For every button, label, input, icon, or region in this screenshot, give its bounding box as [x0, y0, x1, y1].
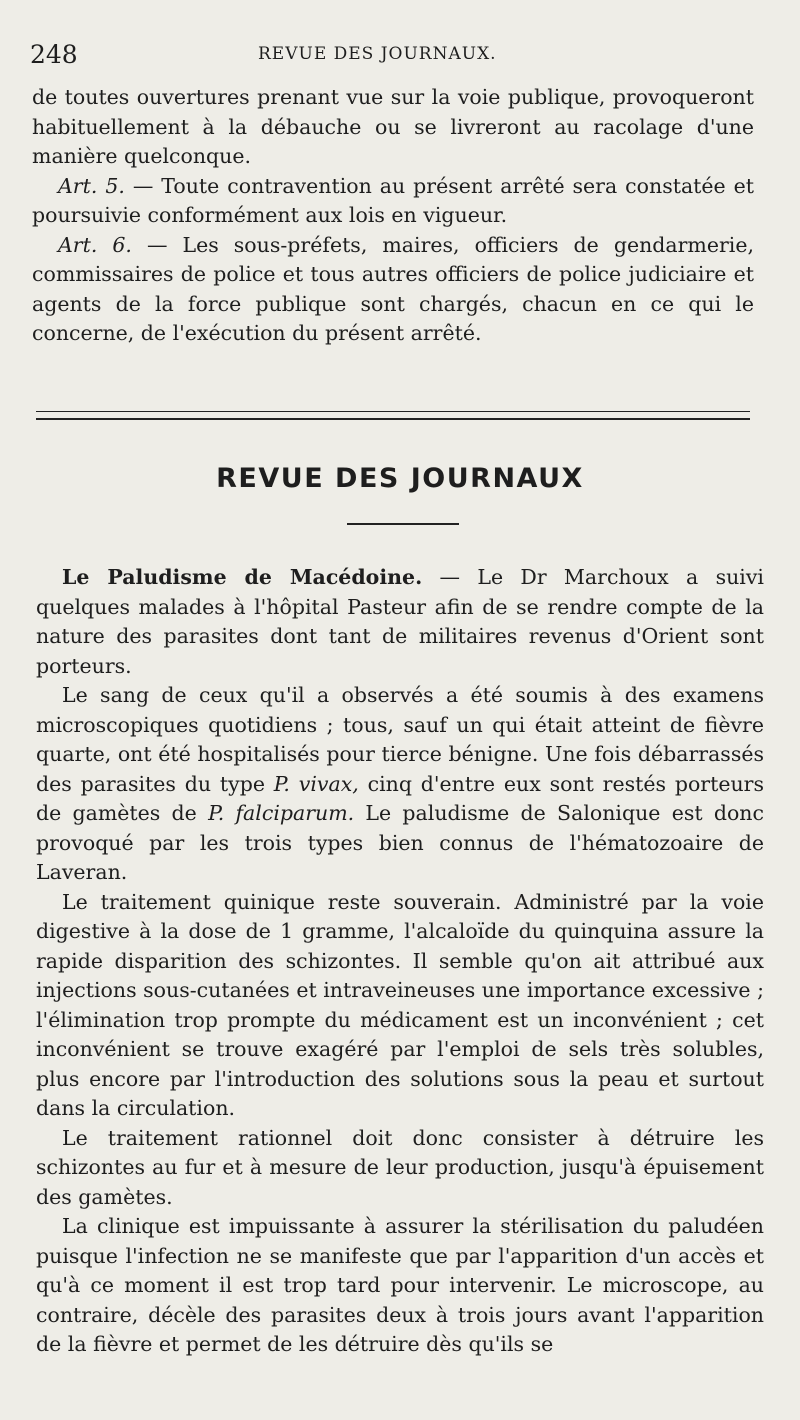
article-paragraph-3: Le traitement quinique reste souverain. Administré par la voie digestive à la dose de 1 gramme, l'alcaloïde du quinquina assure la rapide disparition des schizontes. Il semble qu'on ait attribué aux injections sous-cutanées et intraveineuses une importance excessive ; l'élimination trop prompte du médicament est un inconvénient ; cet inconvénient se trouve exagéré par l'emploi de sels très solubles, plus encore par l'introduction des solutions sous la peau et surtout dans la circulation. [36, 889, 764, 1120]
article-intro: — Le Dr Marchoux a suivi quelques malades à l'hôpital Pasteur afin de se rendre compte de la nature des parasites dont tant de militaires revenus d'Orient sont porteurs. [36, 565, 764, 678]
decree-article-6 [32, 231, 754, 349]
article-body [36, 563, 764, 1360]
p2-part-a: Le sang de ceux qu'il a observés a été soumis à des examens microscopiques quotidiens ; tous, sauf un qui était atteint de fièvre quarte, ont été hospitalisés pour tierce bénigne. Une fois débarrassés des parasites du type [36, 683, 764, 796]
decree-article-5 [32, 172, 754, 231]
article-paragraph-1 [36, 563, 764, 681]
running-head [30, 40, 770, 74]
article-title: Le Paludisme de Macédoine. [62, 565, 423, 589]
article-paragraph-4: Le traitement rationnel doit donc consister à détruire les schizontes au fur et à mesure de leur production, jusqu'à épuisement des gamètes. [36, 1125, 764, 1209]
page-number: 248 [30, 40, 78, 69]
p2-species-vivax: P. vivax, [273, 771, 359, 796]
title-underline [347, 523, 459, 525]
section-divider-thin [36, 411, 750, 412]
article-5-text: — Toute contravention au présent arrêté sera constatée et poursuivie conformément aux lois en vigueur. [32, 173, 755, 227]
running-title: REVUE DES JOURNAUX. [258, 44, 497, 64]
p2-part-b: cinq d'entre eux sont restés porteurs de gamètes de [36, 771, 765, 825]
article-6-text: — Les sous-préfets, maires, officiers de gendarmerie, commissaires de police et tous autres officiers de police judiciaire et agents de la force publique sont chargés, chacun en ce qui le concerne, de l'exécution du présent arrêté. [32, 232, 755, 345]
decree-text [32, 83, 754, 349]
article-paragraph-5: La clinique est impuissante à assurer la stérilisation du paludéen puisque l'infection ne se manifeste que par l'apparition d'un accès et qu'à ce moment il est trop tard pour intervenir. Le microscope, au contraire, décèle des parasites deux à trois jours avant l'apparition de la fièvre et permet de les détruire dès qu'ils se [36, 1214, 764, 1356]
section-title: REVUE DES JOURNAUX [216, 463, 584, 494]
p2-part-c: Le paludisme de Salonique est donc provoqué par les trois types bien connus de l'hématozoaire de Laveran. [36, 801, 764, 884]
p2-species-falciparum: P. falciparum. [208, 801, 355, 825]
section-divider-thick [36, 418, 750, 420]
article-5-label: Art. 5. [58, 173, 125, 198]
decree-paragraph-1: de toutes ouvertures prenant vue sur la voie publique, provoqueront habituellement à la débauche ou se livreront au racolage d'une manière quelconque. [32, 85, 754, 168]
article-6-label: Art. 6. [58, 232, 132, 257]
article-paragraph-2 [36, 681, 764, 888]
